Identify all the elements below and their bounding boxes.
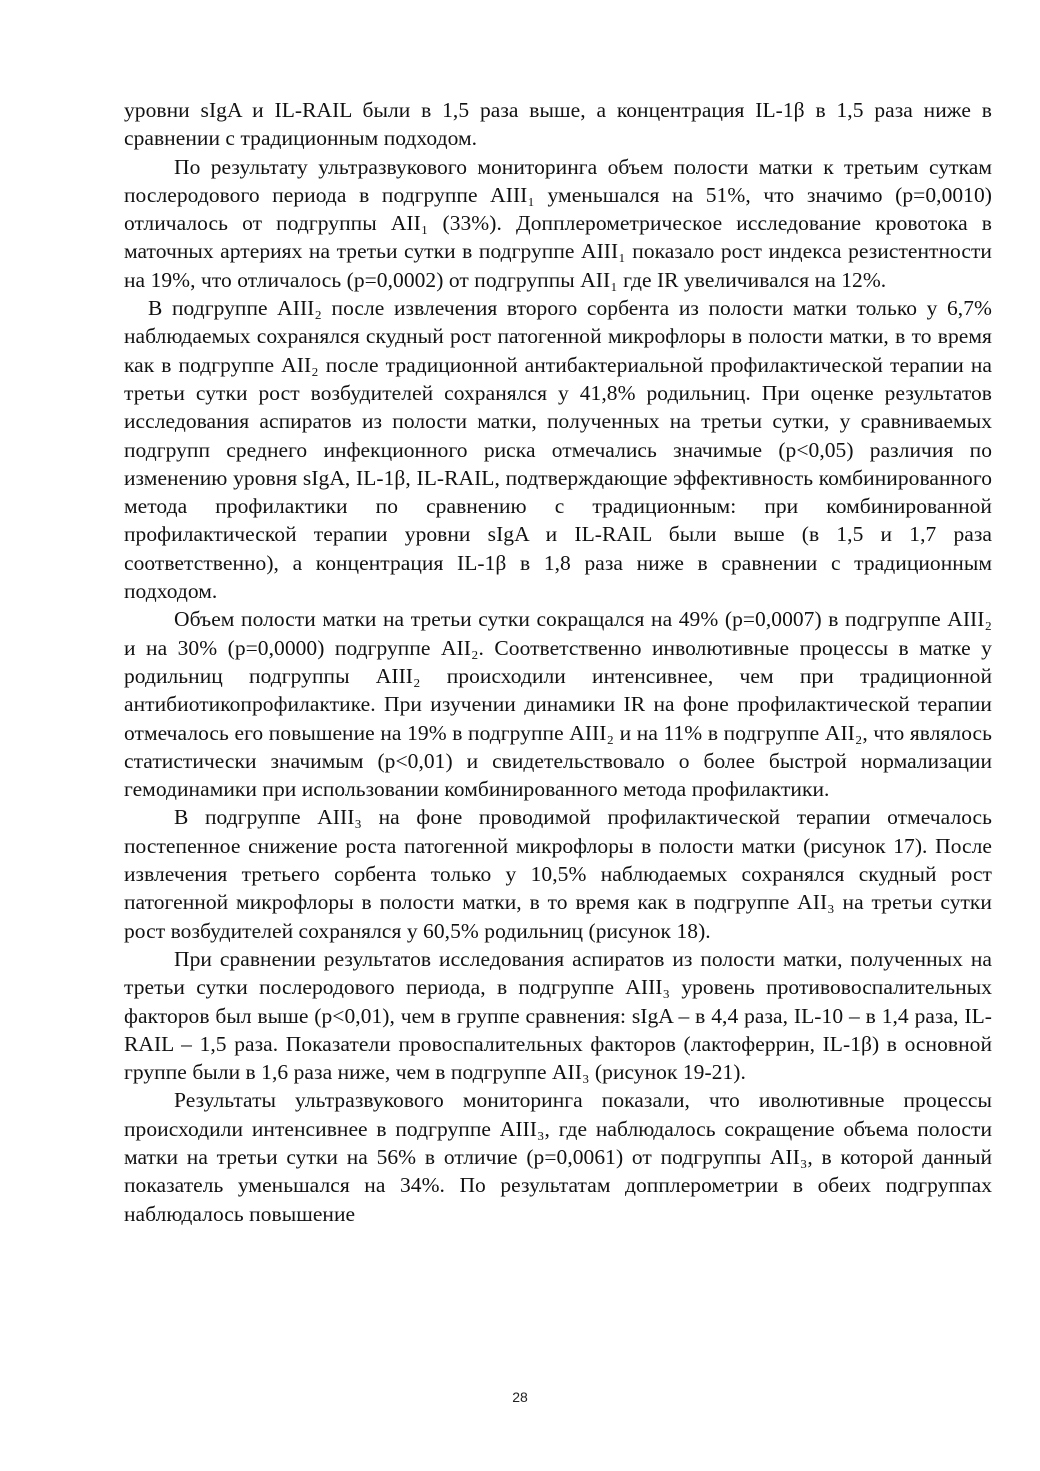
page-number: 28 xyxy=(512,1389,528,1405)
paragraph-5: В подгруппе AIII₃ на фоне проводимой профилактической терапии отмечалось постепенное снижение роста патогенной микрофлоры в полости матки (рисунок 17). После извлечения третьего сорбента только у 10,5% наблюдаемых сохранялся скудный рост патогенной микрофлоры в полости матки, в то время как в подгруппе AII₃ на третьи сутки рост возбудителей сохранялся у 60,5% родильниц (рисунок 18). xyxy=(124,805,992,943)
paragraph-1: уровни sIgA и IL-RAIL были в 1,5 раза выше, а концентрация IL-1β в 1,5 раза ниже в сравнении с традиционным подходом. xyxy=(124,98,992,151)
document-page xyxy=(124,96,992,1228)
paragraph-3: В подгруппе AIII₂ после извлечения второго сорбента из полости матки только у 6,7% наблюдаемых сохранялся скудный рост патогенной микрофлоры в полости матки, в то время как в подгруппе AII₂ после традиционной антибактериальной профилактической терапии на третьи сутки рост возбудителей сохранялся у 41,8% родильниц. При оценке результатов исследования аспиратов из полости матки, полученных на третьи сутки, у сравниваемых подгрупп среднего инфекционного риска отмечались значимые (p<0,05) различия по изменению уровня sIgA, IL-1β, IL-RAIL, подтверждающие эффективность комбинированного метода профилактики по сравнению с традиционным: при комбинированной профилактической терапии уровни sIgA и IL-RAIL были выше (в 1,5 и 1,7 раза соответственно), а концентрация IL-1β в 1,8 раза ниже в сравнении с традиционным подходом. xyxy=(124,296,992,604)
paragraph-7: Результаты ультразвукового мониторинга показали, что иволютивные процессы происходили интенсивнее в подгруппе AIII₃, где наблюдалось сокращение объема полости матки на третьи сутки на 56% в отличие (p=0,0061) от подгруппы AII₃, в которой данный показатель уменьшался на 34%. По результатам допплерометрии в обеих подгруппах наблюдалось повышение xyxy=(124,1088,992,1226)
paragraph-4: Объем полости матки на третьи сутки сокращался на 49% (p=0,0007) в подгруппе AIII₂ и на 30% (p=0,0000) подгруппе AII₂. Соответственно инволютивные процессы в матке у родильниц подгруппы AIII₂ происходили интенсивнее, чем при традиционной антибиотикопрофилактике. При изучении динамики IR на фоне профилактической терапии отмечалось его повышение на 19% в подгруппе AIII₂ и на 11% в подгруппе AII₂, что являлось статистически значимым (p<0,01) и свидетельствовало о более быстрой нормализации гемодинамики при использовании комбинированного метода профилактики. xyxy=(124,607,992,802)
paragraph-2: По результату ультразвукового мониторинга объем полости матки к третьим суткам послеродового периода в подгруппе AIII₁ уменьшался на 51%, что значимо (p=0,0010) отличалось от подгруппы AII₁ (33%). Допплерометрическое исследование кровотока в маточных артериях на третьи сутки в подгруппе AIII₁ показало рост индекса резистентности на 19%, что отличалось (p=0,0002) от подгруппы AII₁ где IR увеличивался на 12%. xyxy=(124,154,992,292)
paragraph-6: При сравнении результатов исследования аспиратов из полости матки, полученных на третьи сутки послеродового периода, в подгруппе AIII₃ уровень противовоспалительных факторов был выше (p<0,01), чем в группе сравнения: sIgA – в 4,4 раза, IL-10 – в 1,4 раза, IL-RAIL – 1,5 раза. Показатели провоспалительных факторов (лактоферрин, IL-1β) в основной группе были в 1,6 раза ниже, чем в подгруппе AII₃ (рисунок 19-21). xyxy=(124,946,992,1085)
